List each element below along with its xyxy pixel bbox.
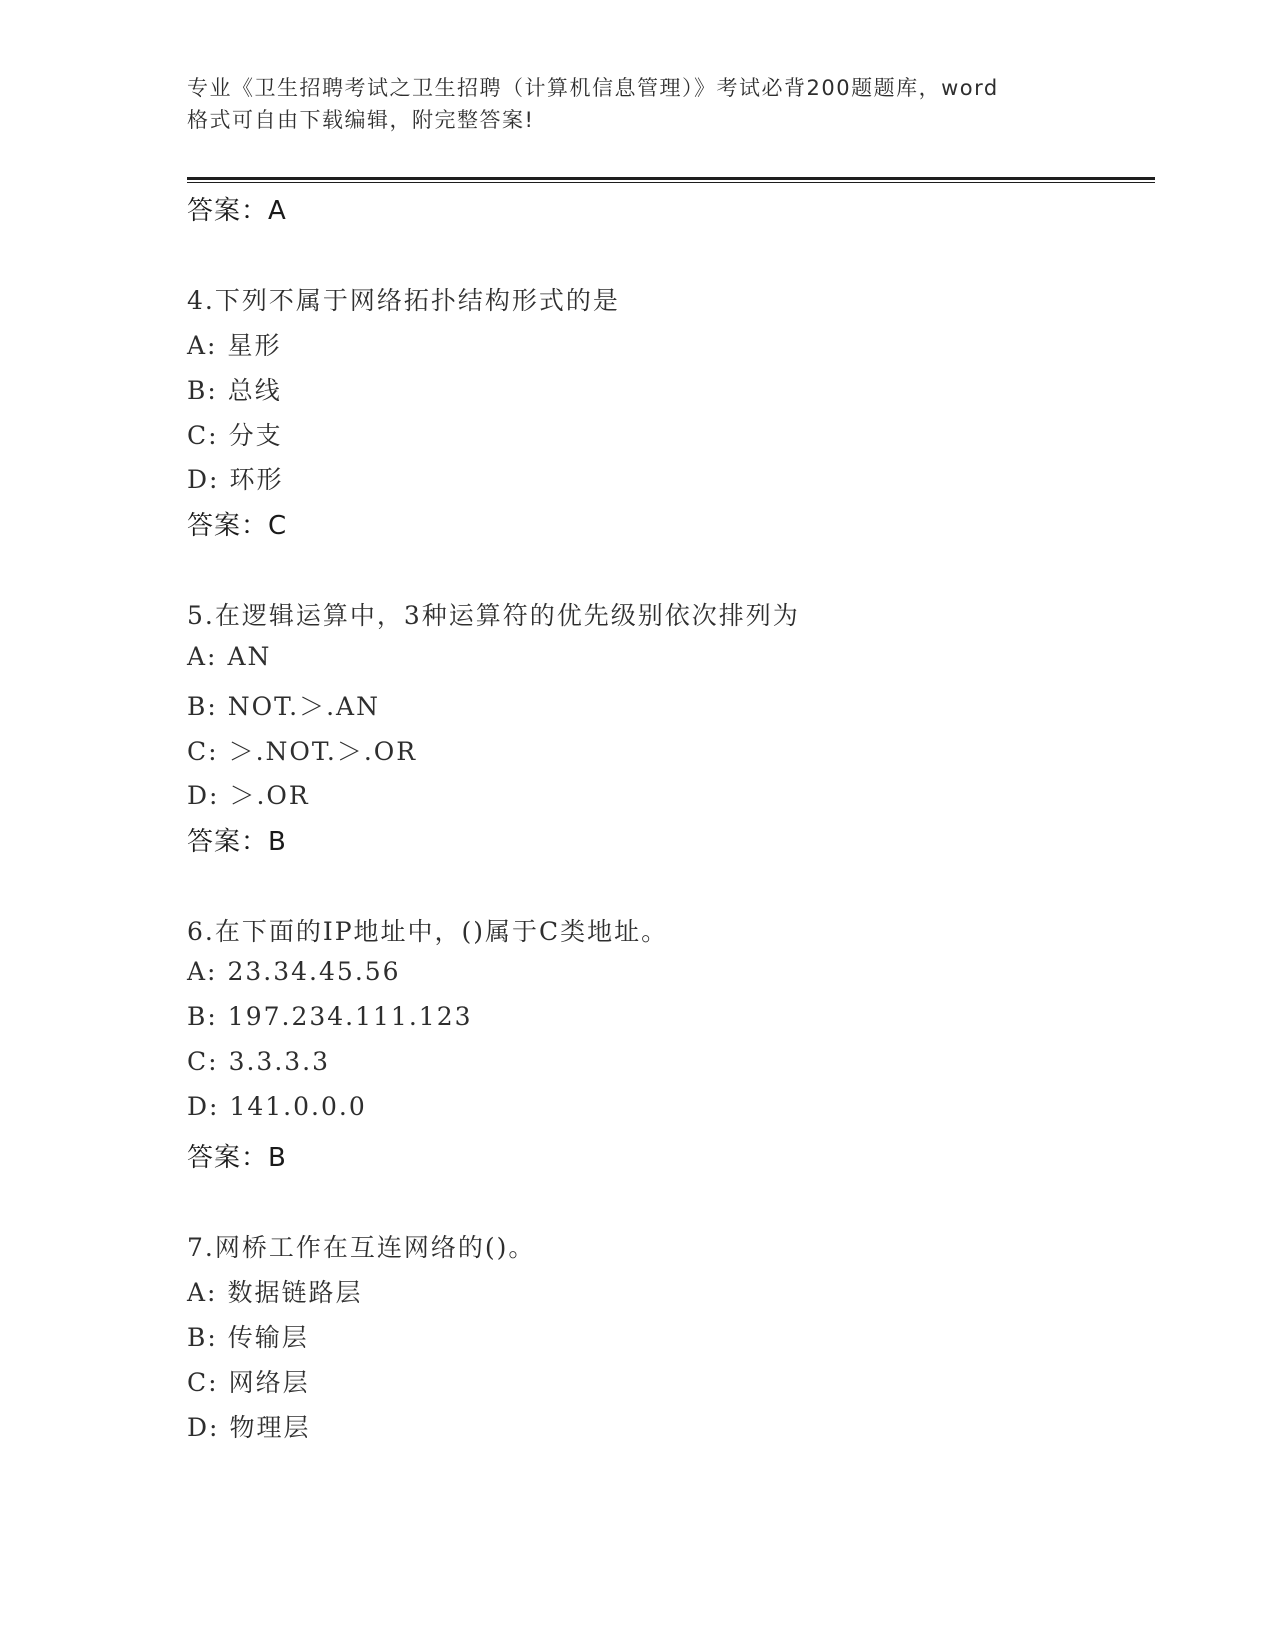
header-divider — [187, 177, 1155, 180]
option-text: ＞.NOT.＞.OR — [228, 737, 418, 766]
option-a — [187, 1273, 363, 1309]
option-c — [187, 416, 283, 452]
option-text: 23.34.45.56 — [227, 957, 401, 986]
option-text: 传输层 — [227, 1323, 309, 1352]
option-b — [187, 687, 380, 723]
document-header — [187, 72, 1087, 136]
option-d — [187, 460, 283, 496]
option-key: D: — [187, 465, 220, 494]
answer-line: 答案：B — [187, 1143, 287, 1173]
option-key: B: — [187, 1002, 218, 1031]
option-key: B: — [187, 692, 218, 721]
question-stem: 4.下列不属于网络拓扑结构形式的是 — [187, 286, 620, 315]
header-divider-thin — [187, 182, 1155, 183]
question-stem: 6.在下面的IP地址中，()属于C类地址。 — [187, 917, 669, 946]
option-a — [187, 957, 401, 986]
option-key: B: — [187, 376, 218, 405]
option-key: C: — [187, 1368, 219, 1397]
option-text: 3.3.3.3 — [228, 1047, 331, 1076]
option-d — [187, 1408, 310, 1444]
option-c — [187, 1363, 310, 1399]
answer-line: 答案：C — [187, 511, 288, 541]
option-key: D: — [187, 1092, 220, 1121]
option-key: B: — [187, 1323, 218, 1352]
option-key: A: — [187, 331, 218, 360]
option-text: 网络层 — [228, 1368, 310, 1397]
option-d — [187, 1092, 367, 1121]
option-key: D: — [187, 781, 220, 810]
option-text: ＞.OR — [229, 781, 310, 810]
option-text: 环形 — [229, 465, 284, 494]
header-line-2: 格式可自由下载编辑，附完整答案! — [187, 108, 535, 132]
option-key: C: — [187, 1047, 219, 1076]
option-text: AN — [227, 642, 272, 671]
option-c — [187, 732, 417, 768]
option-text: 星形 — [227, 331, 282, 360]
option-b — [187, 371, 282, 407]
option-key: A: — [187, 957, 218, 986]
option-a — [187, 326, 282, 362]
option-c — [187, 1047, 330, 1076]
answer-line: 答案：A — [187, 196, 287, 226]
question-stem: 7.网桥工作在互连网络的()。 — [187, 1233, 536, 1262]
option-text: 141.0.0.0 — [229, 1092, 367, 1121]
option-text: 总线 — [227, 376, 282, 405]
option-key: C: — [187, 737, 219, 766]
question-stem: 5.在逻辑运算中，3种运算符的优先级别依次排列为 — [187, 601, 800, 630]
header-line-1: 专业《卫生招聘考试之卫生招聘（计算机信息管理）》考试必背200题题库，word — [187, 76, 999, 100]
option-key: A: — [187, 1278, 218, 1307]
option-key: C: — [187, 421, 219, 450]
option-a — [187, 642, 271, 671]
option-text: 数据链路层 — [227, 1278, 363, 1307]
option-key: D: — [187, 1413, 220, 1442]
option-b — [187, 1318, 309, 1354]
option-text: 分支 — [228, 421, 283, 450]
option-text: NOT.＞.AN — [227, 692, 380, 721]
option-b — [187, 1002, 473, 1031]
answer-line: 答案：B — [187, 827, 287, 857]
option-key: A: — [187, 642, 218, 671]
option-text: 197.234.111.123 — [227, 1002, 473, 1031]
option-d — [187, 776, 310, 812]
option-text: 物理层 — [229, 1413, 311, 1442]
